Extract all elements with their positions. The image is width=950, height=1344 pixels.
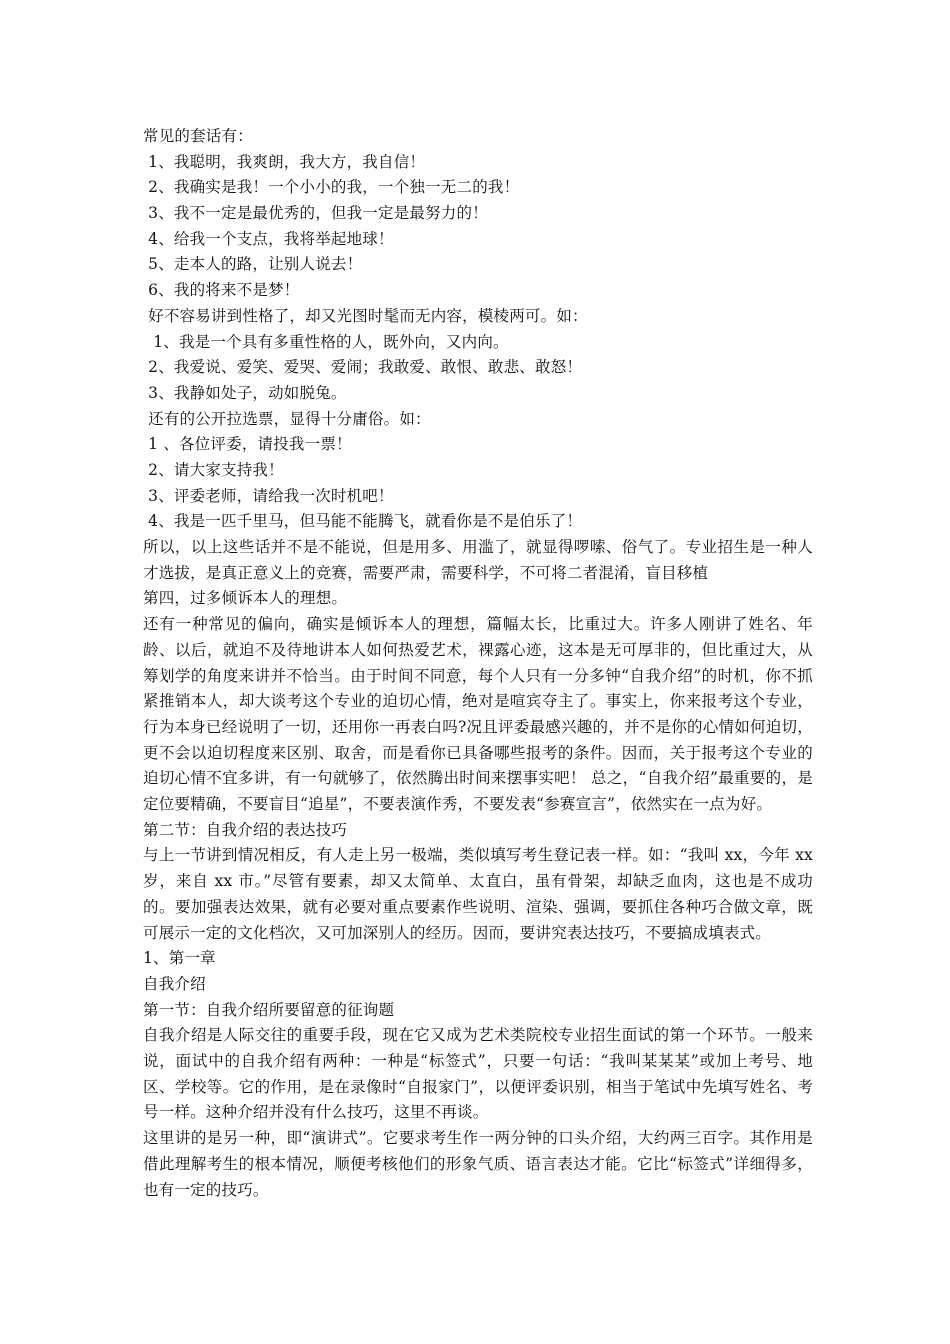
- list-item: 3、我不一定是最优秀的，但我一定是最努力的！: [143, 204, 488, 223]
- paragraph: 自我介绍是人际交往的重要手段，现在它又成为艺术类院校专业招生面试的第一个环节。一般来说，面试中的自我介绍有两种：一种是“标签式”，只要一句话：“我叫某某某”或加上考号、地区、学校等。它的作用，是在录像时“自报家门”，以便评委识别，相当于笔试中先填写姓名、考号一样。这种介绍并没有什么技巧，这里不再谈。: [143, 1026, 813, 1122]
- paragraph: 与上一节讲到情况相反，有人走上另一极端，类似填写考生登记表一样。如：“我叫 xx，今年 xx 岁，来自 xx 市。”尽管有要素，却又太简单、太直白，虽有骨架，却缺乏血肉，这也是不成功的。要加强表达效果，就有必要对重点要素作些说明、渲染、强调，要抓住各种巧合做文章，既可展示一定的文化档次，又可加深别人的经历。因而，要讲究表达技巧，不要搞成填表式。: [143, 846, 813, 942]
- list-item: 1、我聪明，我爽朗，我大方，我自信！: [143, 152, 426, 171]
- section-heading: 第四，过多倾诉本人的理想。: [143, 589, 348, 608]
- list-item: 3、我静如处子，动如脱兔。: [143, 383, 347, 402]
- section-heading: 第二节：自我介绍的表达技巧: [143, 820, 348, 839]
- list-item: 2、我爱说、爱笑、爱哭、爱闹；我敢爱、敢恨、敢悲、敢怒！: [143, 358, 583, 377]
- list-item: 5、走本人的路，让别人说去！: [143, 255, 363, 274]
- paragraph: 还有一种常见的偏向，确实是倾诉本人的理想，篇幅太长，比重过大。许多人刚讲了姓名、年龄、以后，就迫不及待地讲本人如何热爱艺术，裸露心迹，这本是无可厚非的，但比重过大，从筹划学的角度来讲并不恰当。由于时间不同意，每个人只有一分多钟“自我介绍”的时机，你不抓紧推销本人，却大谈考这个专业的迫切心情，绝对是喧宾夺主了。事实上，你来报考这个专业，行为本身已经说明了一切，还用你一再表白吗?况且评委最感兴趣的，并不是你的心情如何迫切，更不会以迫切程度来区别、取舍，而是看你已具备哪些报考的条件。因而，关于报考这个专业的迫切心情不宜多讲，有一句就够了，依然腾出时间来摆事实吧！ 总之，“自我介绍”最重要的，是定位要精确，不要盲目“追星”，不要表演作秀，不要发表“参赛宣言”，依然实在一点为好。: [143, 615, 813, 814]
- paragraph-line: 还有的公开拉选票，显得十分庸俗。如：: [143, 409, 431, 428]
- chapter-heading: 1、第一章: [143, 949, 216, 968]
- chapter-title: 自我介绍: [143, 974, 206, 993]
- document-body: [143, 124, 813, 1203]
- paragraph: 这里讲的是另一种，即“演讲式”。它要求考生作一两分钟的口头介绍，大约两三百字。其作用是借此理解考生的根本情况，顺便考核他们的形象气质、语言表达才能。它比“标签式”详细得多，也有一定的技巧。: [143, 1129, 813, 1199]
- list-item: 2、我确实是我！一个小小的我，一个独一无二的我！: [143, 178, 520, 197]
- paragraph-line: 好不容易讲到性格了，却又光图时髦而无内容，模棱两可。如：: [143, 306, 588, 325]
- list-item: 3、评委老师，请给我一次时机吧！: [143, 486, 394, 505]
- list-item: 4、给我一个支点，我将举起地球！: [143, 229, 394, 248]
- section-heading: 第一节：自我介绍所要留意的征询题: [143, 1000, 395, 1019]
- list-item: 4、我是一匹千里马，但马能不能腾飞，就看你是不是伯乐了！: [143, 512, 583, 531]
- list-item: 1、我是一个具有多重性格的人，既外向，又内向。: [143, 332, 509, 351]
- list-item: 6、我的将来不是梦！: [143, 281, 300, 300]
- list-item: 1 、各位评委，请投我一票！: [143, 435, 352, 454]
- list-item: 2、请大家支持我！: [143, 460, 284, 479]
- paragraph: 所以，以上这些话并不是不能说，但是用多、用滥了，就显得啰嗦、俗气了。专业招生是一种人才选拔，是真正意义上的竞赛，需要严肃，需要科学，不可将二者混淆，盲目移植: [143, 538, 813, 582]
- intro-line: 常见的套话有：: [143, 127, 253, 145]
